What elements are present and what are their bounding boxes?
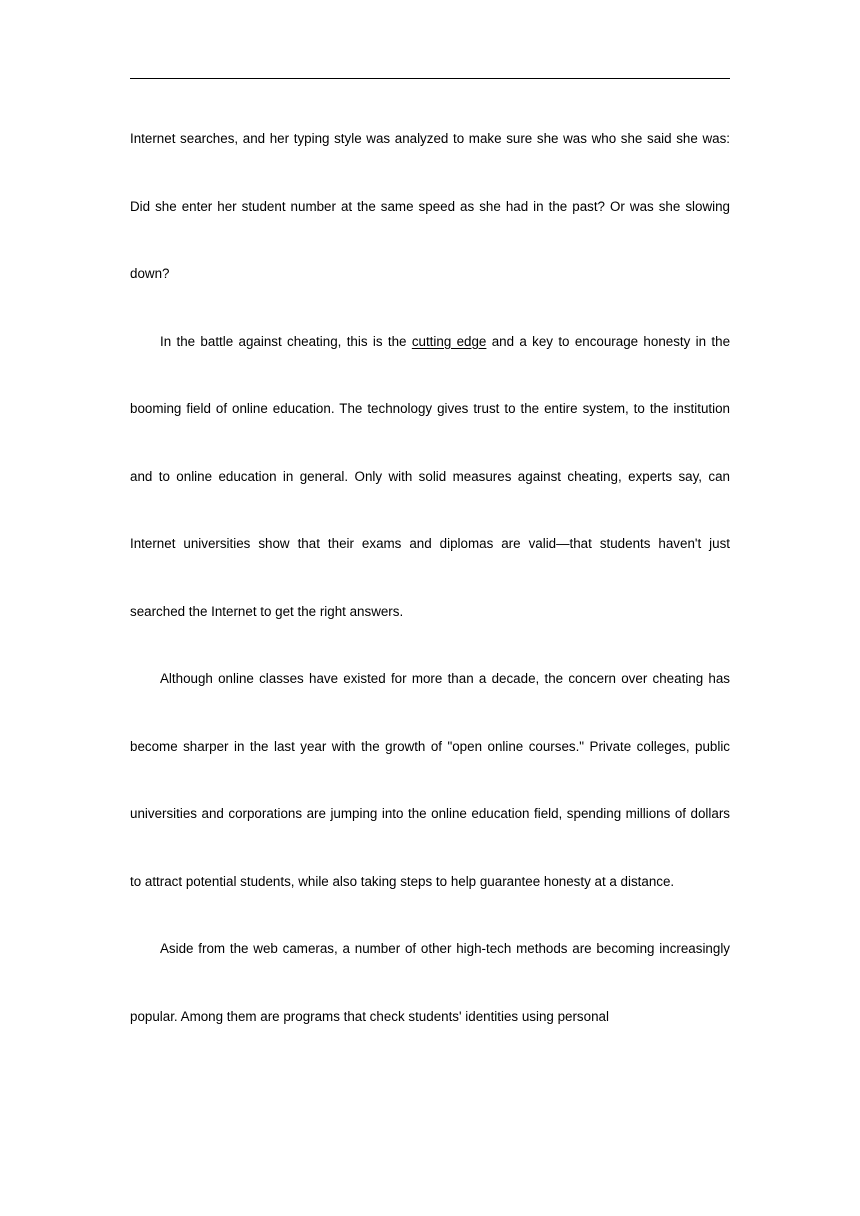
paragraph-1: Internet searches, and her typing style was analyzed to make sure she was who she said she was: Did she enter her student number at the same speed as she had in the past? Or was she slowing down?	[130, 131, 730, 281]
paragraph-2	[130, 308, 730, 646]
underlined-phrase: cutting edge	[411, 333, 487, 349]
paragraph-2-rest: and a key to encourage honesty in the booming field of online education. The technology gives trust to the entire system, to the institution and to online education in general. Only with solid measures against cheating, experts say, can Internet universities show that their exams and diplomas are valid—that students haven't just searched the Internet to get the right answers.	[130, 333, 731, 619]
paragraph-4: Aside from the web cameras, a number of other high-tech methods are becoming increasingly popular. Among them are programs that check students' identities using personal	[130, 941, 730, 1024]
article-body	[130, 105, 730, 1050]
header-rule	[130, 78, 730, 79]
paragraph-3: Although online classes have existed for more than a decade, the concern over cheating has become sharper in the last year with the growth of "open online courses." Private colleges, public universities and corporations are jumping into the online education field, spending millions of dollars to attract potential students, while also taking steps to help guarantee honesty at a distance.	[130, 671, 730, 889]
paragraph-2-start: In the battle against cheating, this is the	[160, 333, 412, 349]
